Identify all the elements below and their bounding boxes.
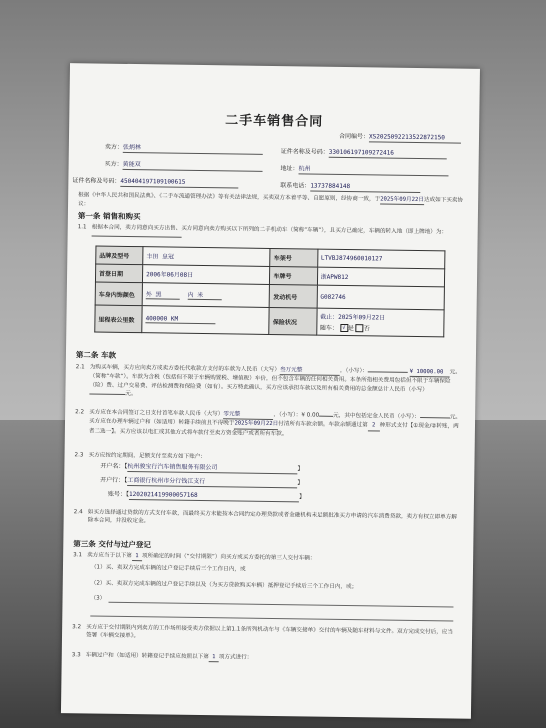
chapter-3-heading: 第三条 交付与过户登记 — [73, 539, 151, 550]
interior-color: 内 米 — [187, 290, 221, 300]
brand-value: 丰田 皇冠 — [143, 247, 271, 267]
clause-1-1-text: 根据本合同，卖方同意向买方出售、买方同意向卖方购买以下所列的二手机动车（简称“车辆”），且买方已确定，车辆的转入地（即上牌地）为： — [91, 224, 448, 236]
engine-value: G082746 — [317, 285, 445, 310]
price-upper: 叁万元整 — [280, 366, 340, 376]
down-payment-upper: 零元整 — [223, 410, 273, 420]
clause-1-1-blank — [92, 236, 182, 238]
address-row — [280, 165, 448, 176]
clause-2-2-number: 2.2 — [75, 409, 85, 416]
insurance-value — [316, 308, 444, 337]
plate-value: 浙APW812 — [317, 267, 445, 287]
clause-2-3: 买方应按约定期间，足额支付至卖方如下账户： — [88, 452, 207, 461]
yes-label: 是 — [347, 324, 354, 332]
clause-2-2-text-e: 付清所有车款余额。车款余额通过第 — [278, 421, 368, 429]
bank-value: 工商银行杭州市分行钱江支行 — [127, 477, 297, 488]
yes-checkbox[interactable]: √ — [340, 324, 348, 332]
clause-3-2: 买方应于交付期限内到卖方的工作场所接受卖方依据以上第1.1条所列机动车与《车辆交接单》交付的车辆及随车材料与文件。双方完成交付后，应当签署《车辆交接单》。 — [85, 624, 454, 640]
preamble-text: 根据《中华人民共和国民法典》、《二手车流通管理办法》等有关法律法规，买卖双方本着平等、自愿原则，经协商一致，于 — [78, 192, 381, 203]
contract-number-value: XS20250922135228721​50 — [369, 133, 461, 143]
clause-3-1-number: 3.1 — [73, 552, 83, 559]
clause-3-3-text-a: 车辆过户和（如适用）转籍登记手续应按照以下第 — [85, 652, 209, 661]
clause-1-1-number: 1.1 — [77, 224, 87, 231]
clause-3-1-text-b: 项所确定的时间（“交付期限”）向买方或买方委托的第三人交付车辆： — [141, 553, 316, 562]
seller-cert-label: 证件名称及号码： — [280, 148, 329, 156]
color-value — [142, 283, 270, 308]
seller-value: 张炳林 — [123, 144, 263, 155]
clause-2-2-text-c: 元，其中包括定金人民币（小写）： — [333, 412, 420, 421]
clause-2-3-number: 2.3 — [74, 452, 84, 459]
account-number-label: 账号： — [107, 490, 127, 498]
bank-label: 开户行： — [100, 476, 125, 484]
clause-2-1 — [89, 363, 461, 403]
first-reg-label: 首登日期 — [95, 264, 142, 283]
clause-2-1-text-a: 为购买车辆，买方应向卖方或卖方委托代收款方支付的车款为人民币（大写） — [89, 364, 280, 374]
payment-method: 2 — [368, 422, 380, 432]
bank-row: 开户行：【工商银行杭州市分行钱江支行 】 — [100, 476, 304, 487]
insurance-label: 保险状况 — [269, 307, 316, 335]
color-label: 车身内饰颜色 — [95, 282, 142, 306]
delivery-option: 1 — [132, 552, 142, 562]
clause-2-1-number: 2.1 — [75, 364, 85, 371]
seller-row — [105, 144, 263, 155]
price-blank — [368, 371, 408, 373]
mileage-label: 里程表公里数 — [95, 305, 142, 333]
account-name-value: 杭州骏宝行汽车销售服务有限公司 — [127, 463, 297, 474]
clause-3-1-option-1: （1）买、卖双方完成车辆的过户登记手续后三个工作日内，或 — [90, 564, 246, 573]
first-reg-value: 2006年06月08日 — [143, 265, 271, 285]
clause-2-2-text-f: 种形式支付【①现金/②转账，两者二选一】。买方应该以电汇或其他方式将车款付至卖方资金账户或者所有车款。 — [88, 422, 459, 438]
chapter-2-heading: 第二条 车款 — [75, 350, 117, 360]
buyer-value: 黄能双 — [123, 161, 263, 172]
buyer-cert-label: 证件名称及号码： — [72, 177, 121, 185]
seller-label: 卖方： — [104, 143, 123, 151]
clause-3-1-option-3: （3） — [90, 595, 106, 602]
mileage-number: 400000 KM — [146, 315, 216, 324]
no-label: 否 — [363, 325, 370, 333]
vin-label: 车架号 — [270, 248, 317, 267]
phone-value: 13737884148 — [310, 183, 420, 194]
vin-value: LTVBJ874960010127 — [317, 249, 445, 269]
preamble-end: 达成如下买卖协议： — [78, 197, 464, 208]
clause-2-2-text-d: 元。买方应在办理车辆过户和（如适用）转籍手续前且不得晚于 — [88, 414, 462, 427]
clause-3-1-option-2: （2）买、卖双方完成车辆的过户登记手续以及（为买方贷款购买车辆）抵押登记手续后三个工作日内，或； — [90, 580, 358, 591]
insurance-with-car — [320, 322, 441, 333]
with-car-label: 随车： — [319, 324, 339, 332]
clause-3-2-number: 3.2 — [72, 624, 82, 631]
pay-deadline: 2025年09月22日 — [234, 420, 278, 430]
account-number-value: 1202021419900057168 — [129, 491, 299, 502]
clause-3-1-text-a: 卖方应当于以下第 — [87, 552, 132, 560]
contract-number-label: 合同编号： — [338, 132, 370, 141]
table-row — [95, 305, 444, 337]
address-label: 地址： — [280, 165, 299, 173]
clause-2-1-text-d: 元。 — [125, 391, 137, 398]
contract-page — [61, 63, 480, 719]
option-3-blank-line-2 — [90, 615, 453, 621]
account-name-row: 开户名：【杭州骏宝行汽车销售服务有限公司 】 — [100, 462, 304, 473]
account-number-row: 账号：【1202021419900057168 】 — [107, 490, 306, 501]
clause-2-1-text-c: 元。（简称“车款”）。车款为含税（包括但不限于车辆购置税、增值税）车价，但不包含车辆的任何相关费用。本条所指相关费用包括但不限于车辆保险（险）费、过户交易费、评估检测费和保险费（如有）。买方特此确认，买方应该承担车款以及所有相关费用的总金额总计人民币（小写） — [89, 369, 461, 393]
down-blank — [319, 416, 333, 417]
clause-2-2 — [89, 408, 461, 440]
clause-3-3 — [86, 651, 458, 666]
clause-2-2-text-a: 买方应在本合同签订之日支付首笔车款人民币（大写） — [89, 409, 224, 418]
deposit-blank — [420, 417, 450, 418]
preamble-date: 2025年09月22日 — [380, 195, 424, 205]
contract-number — [339, 133, 461, 144]
buyer-cert-row — [72, 177, 238, 188]
clause-2-4-number: 2.4 — [73, 509, 83, 516]
clause-3-3-text-b: 项方式进行： — [218, 654, 253, 661]
buyer-cert-value: 450404197109100615 — [120, 178, 238, 189]
buyer-label: 买方： — [104, 160, 123, 168]
clause-2-2-text-b: ，（小写）：¥ 0.00 — [273, 412, 320, 419]
clause-3-3-number: 3.3 — [71, 652, 81, 659]
seller-cert-row — [281, 148, 447, 159]
engine-label: 发动机号 — [270, 284, 317, 308]
exterior-color: 外 黑 — [146, 289, 180, 299]
option-3-blank-line — [108, 602, 453, 608]
buyer-row — [105, 161, 263, 172]
total-blank — [89, 394, 125, 396]
price-lower: ¥ 10000.00 — [410, 368, 450, 378]
insurance-expiry: 截止：2025年09月22日 — [320, 313, 386, 322]
phone-row — [280, 182, 420, 193]
brand-label: 品牌及型号 — [96, 246, 143, 265]
mileage-value — [142, 306, 270, 335]
chapter-1-heading: 第一条 销售和购买 — [77, 211, 141, 222]
account-name-label: 开户名： — [100, 462, 125, 470]
clause-2-4: 如买方选择通过贷款的方式支付车款，而最终买方未能按本合同约定办理贷款或者金融机构未足额批准买方申请的汽车消费贷款，卖方有权立即单方解除本合同，并没收定金。 — [87, 509, 457, 525]
seller-cert-value: 330106197109272416 — [329, 149, 447, 160]
transfer-option: 1 — [209, 653, 219, 663]
clause-1-1 — [92, 223, 464, 245]
document-title: 二手车销售合同 — [225, 113, 324, 130]
address-value: 杭州 — [299, 165, 449, 176]
plate-label: 车牌号 — [270, 266, 317, 285]
vehicle-table — [94, 246, 445, 338]
phone-label: 联系电话： — [280, 182, 311, 190]
clause-2-1-text-b: ，（小写）： — [339, 367, 368, 375]
